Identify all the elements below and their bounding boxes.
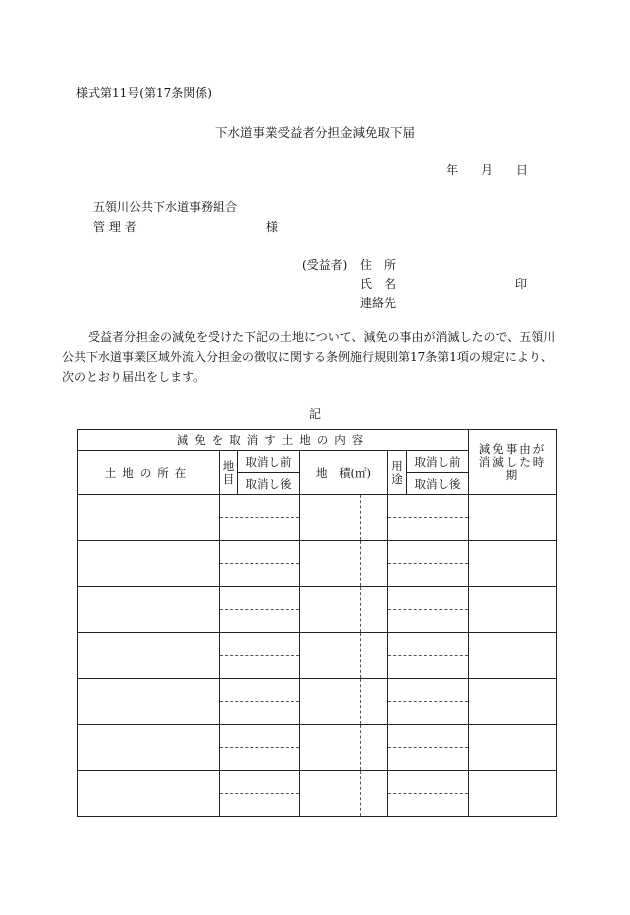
name-label: 氏 名 <box>360 277 397 291</box>
table-row <box>78 771 557 817</box>
reason-cell[interactable] <box>469 725 557 771</box>
location-cell[interactable] <box>78 633 220 679</box>
header-location: 土地の所在 <box>78 451 220 495</box>
date-day-label: 日 <box>516 163 529 177</box>
table-row <box>78 679 557 725</box>
area-cell[interactable] <box>300 725 388 771</box>
area-cell[interactable] <box>300 587 388 633</box>
use-cell[interactable] <box>388 587 469 633</box>
applicant-role: (受益者) <box>302 258 348 272</box>
area-cell[interactable] <box>300 633 388 679</box>
land-table <box>77 429 557 817</box>
location-cell[interactable] <box>78 679 220 725</box>
area-cell[interactable] <box>300 541 388 587</box>
header-chimoku: 地 目 <box>220 451 238 495</box>
recipient-role: 管 理 者 <box>93 220 137 234</box>
chimoku-cell[interactable] <box>220 541 300 587</box>
header-use-after: 取消し後 <box>407 473 469 495</box>
reason-cell[interactable] <box>469 541 557 587</box>
location-cell[interactable] <box>78 587 220 633</box>
chimoku-cell[interactable] <box>220 679 300 725</box>
header-use: 用 途 <box>388 451 407 495</box>
use-cell[interactable] <box>388 495 469 541</box>
location-cell[interactable] <box>78 541 220 587</box>
header-main: 減免を取消す土地の内容 <box>78 430 469 451</box>
header-chimoku-after: 取消し後 <box>238 473 300 495</box>
reason-cell[interactable] <box>469 771 557 817</box>
use-cell[interactable] <box>388 725 469 771</box>
header-chimoku-before: 取消し前 <box>238 451 300 473</box>
ki-heading: 記 <box>308 407 321 421</box>
chimoku-cell[interactable] <box>220 633 300 679</box>
date-month-label: 月 <box>481 163 494 177</box>
reason-cell[interactable] <box>469 679 557 725</box>
table-row <box>78 725 557 771</box>
use-cell[interactable] <box>388 633 469 679</box>
date-year-label: 年 <box>446 163 459 177</box>
recipient-honorific: 様 <box>266 220 279 234</box>
location-cell[interactable] <box>78 495 220 541</box>
contact-label: 連絡先 <box>360 296 397 310</box>
table-row <box>78 587 557 633</box>
reason-cell[interactable] <box>469 587 557 633</box>
chimoku-cell[interactable] <box>220 771 300 817</box>
use-cell[interactable] <box>388 679 469 725</box>
chimoku-cell[interactable] <box>220 495 300 541</box>
seal-mark: 印 <box>515 277 528 291</box>
use-cell[interactable] <box>388 771 469 817</box>
body-text: 受益者分担金の減免を受けた下記の土地について、減免の事由が消滅したので、五領川公共下水道事業区域外流入分担金の徴収に関する条例施行規則第17条第1項の規定により、次のとおり届出をします。 <box>62 330 556 384</box>
use-cell[interactable] <box>388 541 469 587</box>
location-cell[interactable] <box>78 771 220 817</box>
form-number: 様式第11号(第17条関係) <box>76 86 212 100</box>
area-cell[interactable] <box>300 495 388 541</box>
address-label: 住 所 <box>360 258 397 272</box>
area-cell[interactable] <box>300 679 388 725</box>
recipient-org: 五領川公共下水道事務組合 <box>93 200 238 214</box>
header-area: 地 積(㎡) <box>300 451 388 495</box>
header-use-before: 取消し前 <box>407 451 469 473</box>
chimoku-cell[interactable] <box>220 587 300 633</box>
header-reason: 減免事由が消滅した時期 <box>469 430 557 495</box>
chimoku-cell[interactable] <box>220 725 300 771</box>
location-cell[interactable] <box>78 725 220 771</box>
table-row <box>78 541 557 587</box>
reason-cell[interactable] <box>469 495 557 541</box>
reason-cell[interactable] <box>469 633 557 679</box>
table-row <box>78 495 557 541</box>
table-row <box>78 633 557 679</box>
document-title: 下水道事業受益者分担金減免取下届 <box>214 125 415 140</box>
area-cell[interactable] <box>300 771 388 817</box>
